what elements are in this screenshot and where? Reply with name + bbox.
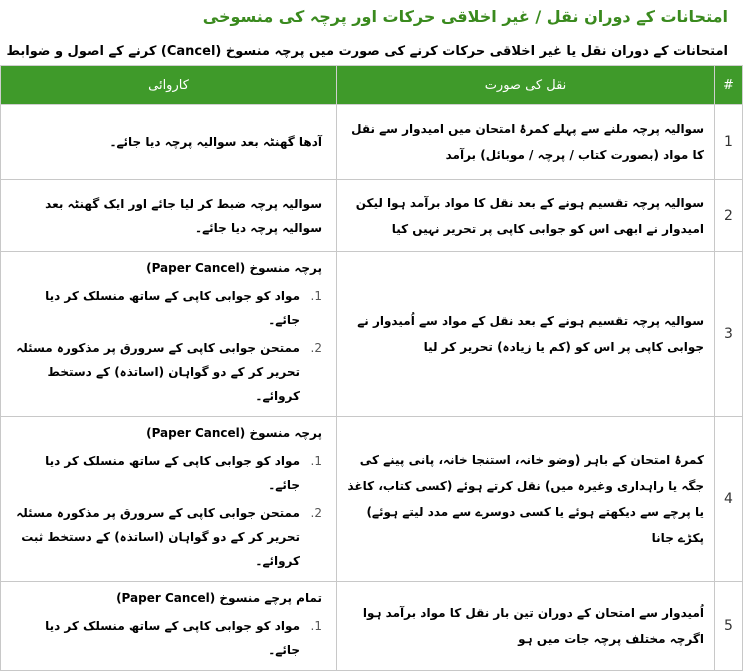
action-steps	[11, 449, 322, 573]
table-header-row	[1, 66, 743, 105]
step-number: 2.	[310, 341, 322, 355]
situation-cell: اُمیدوار سے امتحان کے دوران تین بار نقل کا مواد برآمد ہوا اگرچہ مختلف پرچہ جات میں ہو	[337, 582, 715, 671]
header-action: کاروائی	[1, 66, 337, 105]
step-text: ممتحن جوابی کاپی کے سرورق پر مذکورہ مسئلہ تحریر کر کے دو گواہان (اساتذہ) کے دستخط کروائے۔	[16, 341, 300, 403]
list-item	[11, 614, 322, 662]
step-text: مواد کو جوابی کاپی کے ساتھ منسلک کر دیا جائے۔	[45, 619, 300, 657]
action-title: پرچہ منسوخ (Paper Cancel)	[146, 261, 322, 275]
action-cell: سوالیہ پرچہ ضبط کر لیا جائے اور ایک گھنٹہ بعد سوالیہ پرچہ دیا جائے۔	[1, 180, 337, 252]
action-cell	[1, 582, 337, 671]
table-row	[1, 105, 743, 180]
situation-cell: کمرۂ امتحان کے باہر (وضو خانہ، استنجا خانہ، پانی پینے کی جگہ یا راہداری وغیرہ میں) نقل کرتے ہوئے (کسی کتاب، کاغذ یا پرچے سے دیکھتے ہوئے یا کسی دوسرے سے مدد لیتے ہوئے) پکڑے جانا	[337, 417, 715, 582]
step-number: 1.	[310, 289, 322, 303]
header-num: #	[715, 66, 743, 105]
step-number: 2.	[310, 506, 322, 520]
action-steps	[11, 614, 322, 662]
action-cell: آدھا گھنٹہ بعد سوالیہ پرچہ دیا جائے۔	[1, 105, 337, 180]
intro-text: امتحانات کے دوران نقل یا غیر اخلاقی حرکات کرنے کی صورت میں پرچہ منسوخ (Cancel) کرنے کے اصول و ضوابط	[6, 44, 728, 59]
list-item	[11, 449, 322, 497]
table-row	[1, 252, 743, 417]
action-cell	[1, 252, 337, 417]
page-title: امتحانات کے دوران نقل / غیر اخلاقی حرکات اور پرچہ کی منسوخی	[202, 7, 728, 26]
situation-cell: سوالیہ پرچہ ملنے سے پہلے کمرۂ امتحان میں امیدوار سے نقل کا مواد (بصورت کتاب / پرچہ / موبائل) برآمد	[337, 105, 715, 180]
header-situation: نقل کی صورت	[337, 66, 715, 105]
table-row	[1, 180, 743, 252]
list-item	[11, 284, 322, 332]
row-number: 2	[715, 180, 743, 252]
step-number: 1.	[310, 454, 322, 468]
step-text: ممتحن جوابی کاپی کے سرورق پر مذکورہ مسئلہ تحریر کر کے دو گواہان (اساتذہ) کے دستخط ثبت کروائے۔	[16, 506, 300, 568]
action-title: پرچہ منسوخ (Paper Cancel)	[146, 426, 322, 440]
action-steps	[11, 284, 322, 408]
step-number: 1.	[310, 619, 322, 633]
step-text: مواد کو جوابی کاپی کے ساتھ منسلک کر دیا جائے۔	[45, 454, 300, 492]
table-row	[1, 582, 743, 671]
situation-cell: سوالیہ پرچہ تقسیم ہونے کے بعد نقل کے مواد سے اُمیدوار نے جوابی کاپی پر اس کو (کم یا زیادہ) تحریر کر لیا	[337, 252, 715, 417]
action-cell	[1, 417, 337, 582]
rules-table	[0, 65, 743, 671]
step-text: مواد کو جوابی کاپی کے ساتھ منسلک کر دیا جائے۔	[45, 289, 300, 327]
situation-cell: سوالیہ پرچہ تقسیم ہونے کے بعد نقل کا مواد برآمد ہوا لیکن امیدوار نے ابھی اس کو جوابی کاپی پر تحریر نہیں کیا	[337, 180, 715, 252]
action-title: تمام پرچے منسوخ (Paper Cancel)	[116, 591, 322, 605]
row-number: 1	[715, 105, 743, 180]
table-row	[1, 417, 743, 582]
list-item	[11, 501, 322, 573]
list-item	[11, 336, 322, 408]
row-number: 5	[715, 582, 743, 671]
row-number: 4	[715, 417, 743, 582]
row-number: 3	[715, 252, 743, 417]
